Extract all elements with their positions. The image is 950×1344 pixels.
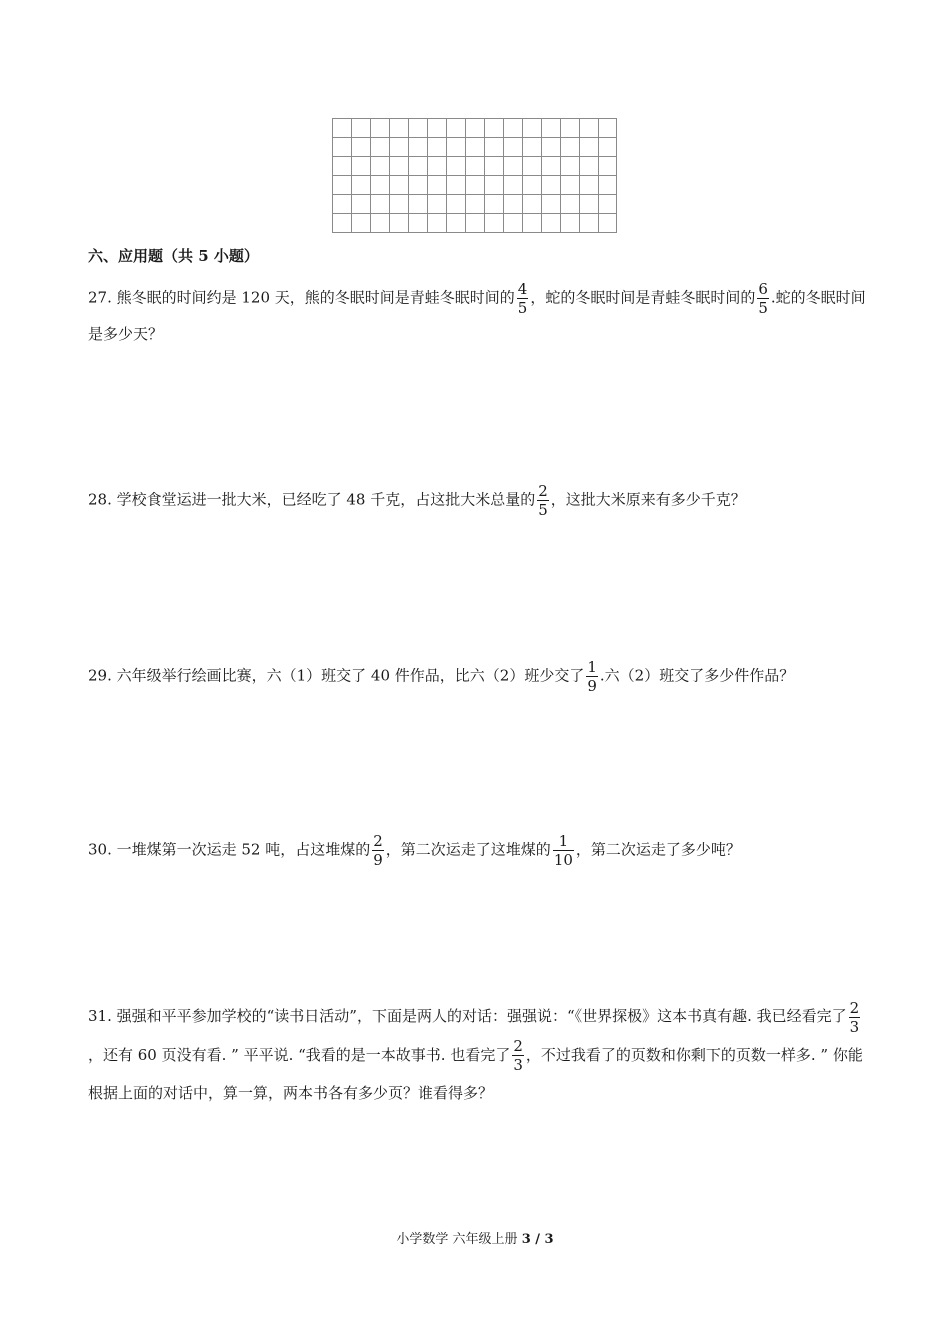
- q31-f2-numerator: 2: [513, 1037, 523, 1055]
- q27-f2-numerator: 6: [758, 280, 768, 298]
- q31-text-1: 31. 强强和平平参加学校的“读书日活动”，下面是两人的对话：强强说：“《世界探极》这本书真有趣. 我已经看完了: [88, 1007, 847, 1025]
- q29-fraction-1: [586, 658, 598, 695]
- q30-f2-numerator: 1: [553, 832, 574, 851]
- q31-f1-denominator: 3: [849, 1017, 860, 1036]
- q27-f2-denominator: 5: [758, 299, 768, 317]
- question-28: [88, 482, 866, 519]
- footer-subject: 小学数学 六年级上册: [396, 1232, 522, 1247]
- q30-fraction-1: [372, 832, 384, 869]
- q31-text-3: ，不过我看了的页数和你剩下的页数一样多. ” 你能根据上面的对话中，算一算，两本书各有多少页？谁看得多？: [88, 1045, 863, 1102]
- q28-text-2: ，这批大米原来有多少千克？: [550, 490, 746, 509]
- q29-text-1: 29. 六年级举行绘画比赛，六（1）班交了 40 件作品，比六（2）班少交了: [88, 666, 585, 685]
- question-30: [88, 832, 866, 869]
- q29-f1-denominator: 9: [587, 677, 597, 695]
- q27-text-2: ，蛇的冬眠时间是青蛙冬眠时间的: [530, 288, 756, 307]
- section-title: 六、应用题（共 5 小题）: [88, 247, 259, 265]
- grid-paper: [332, 118, 618, 238]
- question-27: [88, 280, 866, 351]
- grid-lines: [332, 118, 618, 234]
- question-29: [88, 658, 866, 695]
- q29-text-2: .六（2）班交了多少件作品？: [599, 666, 795, 685]
- q30-text-1: 30. 一堆煤第一次运走 52 吨，占这堆煤的: [88, 840, 371, 859]
- q30-text-2: ，第二次运走了这堆煤的: [385, 840, 551, 859]
- q31-f2-denominator: 3: [513, 1056, 523, 1074]
- q27-f1-denominator: 5: [517, 299, 528, 317]
- q27-text-3: .蛇的冬眠时间是多少天？: [88, 288, 866, 343]
- q31-f1-numerator: 2: [849, 998, 860, 1017]
- q27-f1-numerator: 4: [517, 280, 528, 298]
- q31-fraction-2: [512, 1037, 524, 1074]
- q30-fraction-2: [553, 832, 574, 869]
- q28-fraction-1: [537, 482, 549, 519]
- page-footer: [0, 1228, 950, 1247]
- q27-fraction-1: [517, 280, 529, 317]
- q28-f1-numerator: 2: [538, 482, 548, 500]
- q31-fraction-1: [849, 999, 861, 1036]
- footer-page-number: 3 / 3: [521, 1232, 554, 1247]
- q30-text-3: ，第二次运走了多少吨？: [575, 840, 741, 859]
- question-31: [88, 997, 866, 1112]
- q30-f1-denominator: 9: [373, 851, 383, 869]
- q29-f1-numerator: 1: [587, 658, 597, 676]
- q27-fraction-2: [757, 280, 769, 317]
- q30-f1-numerator: 2: [373, 832, 383, 850]
- q30-f2-denominator: 10: [553, 851, 573, 869]
- q28-f1-denominator: 5: [538, 501, 548, 519]
- q28-text-1: 28. 学校食堂运进一批大米，已经吃了 48 千克，占这批大米总量的: [88, 490, 536, 509]
- q27-text-1: 27. 熊冬眠的时间约是 120 天，熊的冬眠时间是青蛙冬眠时间的: [88, 288, 515, 307]
- q31-text-2: ，还有 60 页没有看. ” 平平说. “我看的是一本故事书. 也看完了: [88, 1045, 511, 1064]
